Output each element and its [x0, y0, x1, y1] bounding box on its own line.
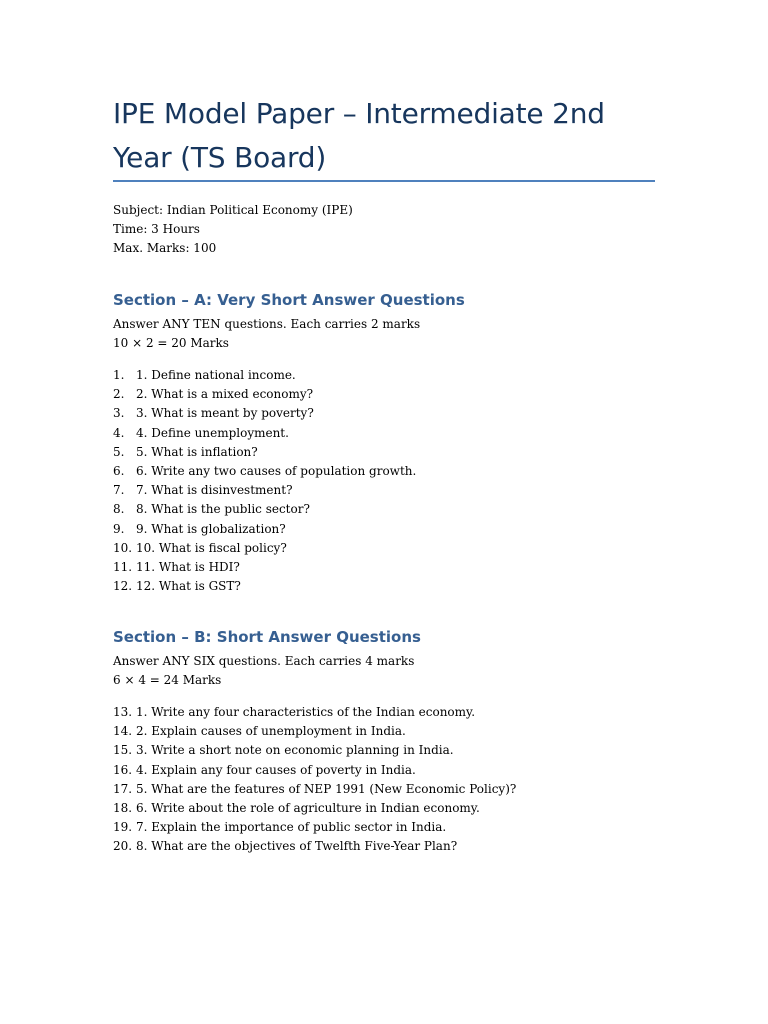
question-number: 14.: [113, 724, 133, 739]
question-item: [113, 520, 416, 539]
exam-meta: [113, 201, 353, 258]
question-text: 5. What is inflation?: [136, 444, 258, 459]
section-b-heading: Section – B: Short Answer Questions: [113, 628, 421, 646]
question-number: 3.: [113, 406, 125, 421]
max-marks-line: Max. Marks: 100: [113, 241, 217, 255]
question-text: 9. What is globalization?: [136, 521, 286, 536]
question-item: [113, 741, 516, 760]
question-number: 2.: [113, 387, 125, 402]
document-title: IPE Model Paper – Intermediate 2nd Year (TS Board): [113, 97, 605, 174]
section-b-instructions: [113, 652, 414, 690]
question-item: [113, 462, 416, 481]
question-text: 1. Define national income.: [136, 368, 296, 382]
question-text: 3. What is meant by poverty?: [136, 406, 314, 421]
question-text: 4. Define unemployment.: [136, 425, 289, 440]
question-number: 13.: [113, 705, 133, 719]
question-text: 4. Explain any four causes of poverty in India.: [136, 762, 416, 777]
section-a-instructions: [113, 315, 420, 353]
question-number: 1.: [113, 368, 125, 382]
question-number: 7.: [113, 483, 125, 498]
question-number: 16.: [113, 762, 133, 777]
question-number: 18.: [113, 801, 133, 816]
question-number: 6.: [113, 464, 125, 479]
question-item: [113, 818, 516, 837]
question-text: 8. What is the public sector?: [136, 502, 310, 517]
question-item: [113, 424, 416, 443]
section-b-question-list: [113, 703, 516, 857]
question-number: 5.: [113, 444, 125, 459]
question-item: [113, 761, 516, 780]
question-text: 5. What are the features of NEP 1991 (New Economic Policy)?: [136, 781, 517, 796]
question-text: 2. Explain causes of unemployment in India.: [136, 724, 406, 739]
question-item: [113, 837, 516, 856]
question-item: [113, 799, 516, 818]
question-number: 17.: [113, 781, 133, 796]
question-number: 19.: [113, 820, 133, 835]
question-item: [113, 539, 416, 558]
question-text: 12. What is GST?: [136, 579, 241, 594]
question-number: 9.: [113, 521, 125, 536]
question-item: [113, 443, 416, 462]
question-number: 10.: [113, 540, 133, 555]
question-item: [113, 404, 416, 423]
question-text: 3. Write a short note on economic planning in India.: [136, 743, 454, 758]
question-item: [113, 780, 516, 799]
subject-line: Subject: Indian Political Economy (IPE): [113, 203, 353, 217]
question-text: 10. What is fiscal policy?: [136, 540, 287, 555]
question-text: 7. What is disinvestment?: [136, 483, 293, 498]
question-item: [113, 500, 416, 519]
question-number: 12.: [113, 579, 133, 594]
question-item: [113, 558, 416, 577]
question-item: [113, 703, 516, 722]
question-number: 15.: [113, 743, 133, 758]
question-number: 8.: [113, 502, 125, 517]
question-text: 8. What are the objectives of Twelfth Five-Year Plan?: [136, 839, 458, 854]
title-underline: [113, 180, 655, 182]
question-text: 2. What is a mixed economy?: [136, 387, 314, 402]
question-item: [113, 722, 516, 741]
section-b-marks: 6 × 4 = 24 Marks: [113, 673, 222, 687]
question-number: 20.: [113, 839, 133, 854]
question-number: 11.: [113, 560, 133, 575]
question-number: 4.: [113, 425, 125, 440]
section-a-question-list: [113, 366, 416, 596]
time-line: Time: 3 Hours: [113, 222, 200, 236]
section-b-instruction: Answer ANY SIX questions. Each carries 4 marks: [113, 654, 415, 668]
question-item: [113, 481, 416, 500]
question-text: 6. Write about the role of agriculture in Indian economy.: [136, 801, 480, 816]
question-item: [113, 366, 416, 385]
section-a-marks: 10 × 2 = 20 Marks: [113, 336, 229, 350]
section-a-heading: Section – A: Very Short Answer Questions: [113, 291, 465, 309]
question-text: 7. Explain the importance of public sector in India.: [136, 820, 447, 835]
section-a-instruction: Answer ANY TEN questions. Each carries 2 marks: [113, 317, 421, 331]
question-text: 1. Write any four characteristics of the Indian economy.: [136, 705, 476, 719]
question-text: 11. What is HDI?: [136, 560, 240, 575]
question-item: [113, 577, 416, 596]
question-item: [113, 385, 416, 404]
question-text: 6. Write any two causes of population growth.: [136, 464, 417, 479]
